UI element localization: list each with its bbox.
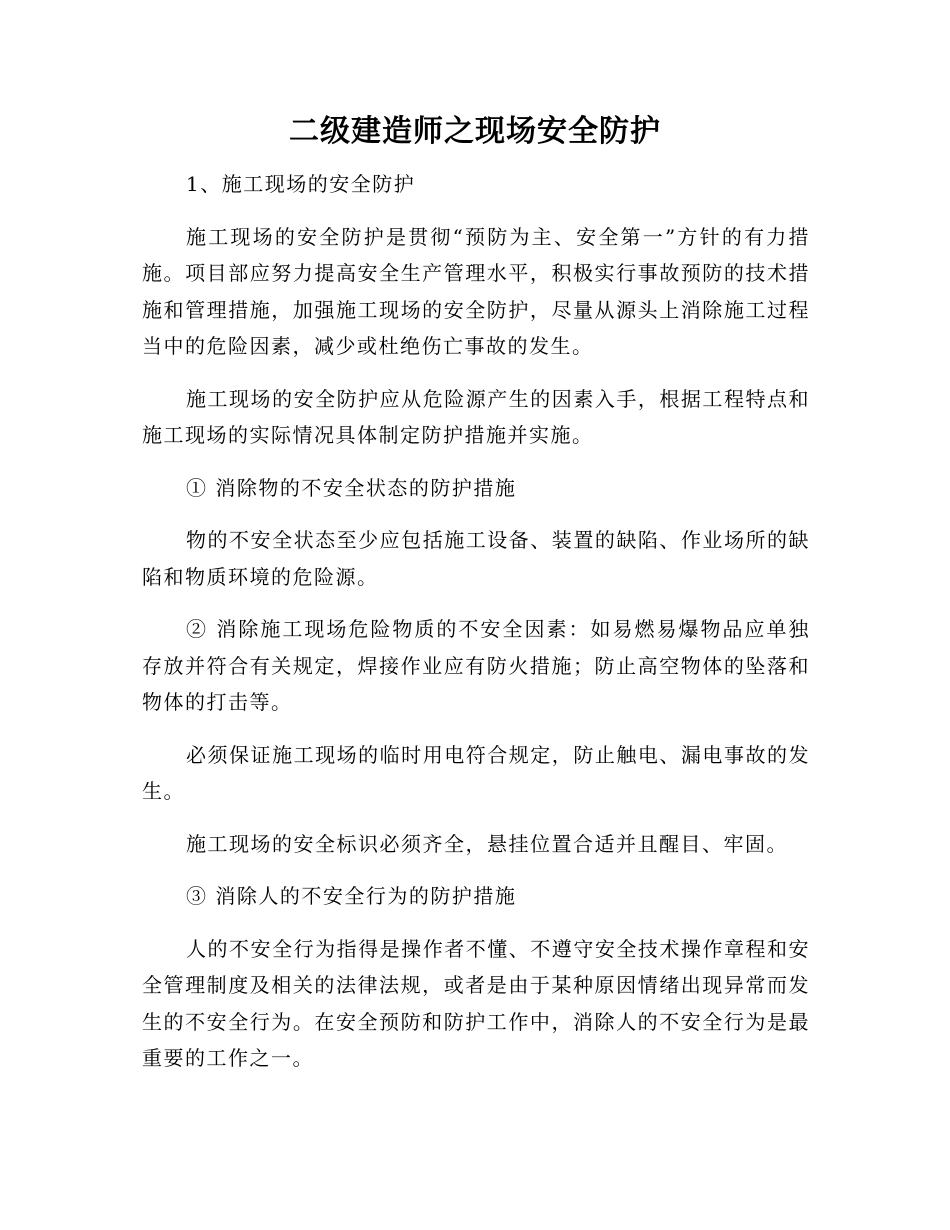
paragraph-intro: 施工现场的安全防护是贯彻“预防为主、安全第一”方针的有力措施。项目部应努力提高安全生产管理水平，积极实行事故预防的技术措施和管理措施，加强施工现场的安全防护，尽量从源头上消除施工过程当中的危险因素，减少或杜绝伤亡事故的发生。 — [142, 224, 810, 358]
paragraph-electricity: 必须保证施工现场的临时用电符合规定，防止触电、漏电事故的发生。 — [142, 742, 810, 803]
document-body — [142, 166, 810, 1093]
item-heading-3: ③ 消除人的不安全行为的防护措施 — [186, 884, 517, 908]
paragraph-hazard-source: 施工现场的安全防护应从危险源产生的因素入手，根据工程特点和施工现场的实际情况具体制定防护措施并实施。 — [142, 386, 810, 447]
paragraph-unsafe-behavior: 人的不安全行为指得是操作者不懂、不遵守安全技术操作章程和安全管理制度及相关的法律法规，或者是由于某种原因情绪出现异常而发生的不安全行为。在安全预防和防护工作中，消除人的不安全行为是最重要的工作之一。 — [142, 936, 810, 1070]
section-heading-site-safety: 1、施工现场的安全防护 — [186, 172, 416, 196]
page-title: 二级建造师之现场安全防护 — [289, 114, 661, 149]
paragraph-unsafe-state: 物的不安全状态至少应包括施工设备、装置的缺陷、作业场所的缺陷和物质环境的危险源。 — [142, 528, 810, 589]
item-heading-2: ② 消除施工现场危险物质的不安全因素：如易燃易爆物品应单独存放并符合有关规定，焊接作业应有防火措施；防止高空物体的坠落和物体的打击等。 — [142, 617, 810, 714]
item-heading-1: ① 消除物的不安全状态的防护措施 — [186, 475, 517, 500]
paragraph-safety-signs: 施工现场的安全标识必须齐全，悬挂位置合适并且醒目、牢固。 — [186, 831, 788, 856]
